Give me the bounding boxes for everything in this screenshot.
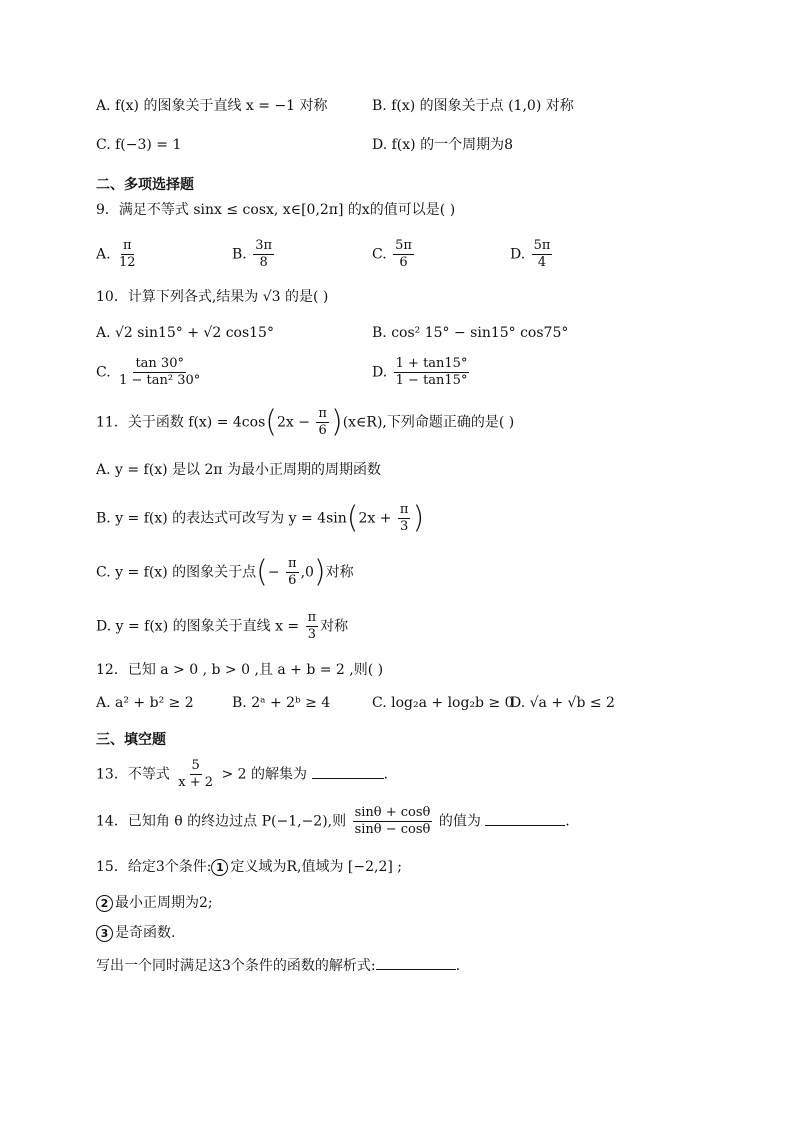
q9-option-b: B. $\frac{3\pi}{8}$ [232, 238, 273, 270]
q11-option-a: A. y = f(x) 是以 2π 为最小正周期的周期函数 [96, 462, 382, 478]
q15-line-2: 2 最小正周期为2; [96, 893, 213, 913]
q13-answer-blank[interactable] [312, 764, 384, 779]
q12-stem: 12．已知 a > 0 , b > 0 ,且 a + b = 2 ,则( ) [96, 662, 384, 678]
q11-option-d: D. y = f(x) 的图象关于直线 x = $\frac{\pi}{3}$ 对称 [96, 610, 349, 642]
q8-option-d: D. f(x) 的一个周期为8 [372, 137, 513, 153]
q12-option-a: A. a² + b² ≥ 2 [96, 695, 194, 711]
q9-stem: 9．满足不等式 sinx ≤ cosx, x∈[0,2π] 的x的值可以是( ) [96, 202, 456, 218]
section-title-multiple-choice: 二、多项选择题 [96, 177, 194, 193]
q11-stem: 11．关于函数 f(x) = 4cos(2x − $\frac{\pi}{6}$ )(x∈R),下列命题正确的是( ) [96, 404, 515, 440]
q8-option-a: A. f(x) 的图象关于直线 x = −1 对称 [96, 98, 328, 114]
q13: 13．不等式 $\frac{5}{x + 2}$ > 2 的解集为 . [96, 758, 388, 790]
q10-option-d: D. $\frac{1 + \tan 15^\circ}{1 - \tan 15^\circ}$ [372, 356, 468, 388]
section-title-fill-in: 三、填空题 [96, 732, 166, 748]
q9-option-a: A. $\frac{\pi}{12}$ [96, 238, 136, 270]
q15-line-1: 15．给定3个条件: 1 定义域为R,值域为 [−2,2] ; [96, 859, 402, 875]
circled-number-2: 2 [96, 895, 113, 912]
q9-option-d: D. $\frac{5\pi}{4}$ [510, 238, 551, 270]
q9-option-c: C. $\frac{5\pi}{6}$ [372, 238, 412, 270]
q12-option-c: C. log₂a + log₂b ≥ 0 [372, 695, 514, 711]
q8-option-b: B. f(x) 的图象关于点 (1,0) 对称 [372, 98, 574, 114]
q12-option-d: D. √a + √b ≤ 2 [510, 695, 615, 711]
q10-option-b: B. cos² 15° − sin15° cos75° [372, 325, 569, 341]
q10-option-a: A. √2 sin15° + √2 cos15° [96, 325, 274, 341]
circled-number-3: 3 [96, 925, 113, 942]
q15-line-3: 3 是奇函数. [96, 923, 175, 943]
q12-option-b: B. 2ᵃ + 2ᵇ ≥ 4 [232, 695, 331, 711]
q14: 14．已知角 θ 的终边过点 P(−1,−2),则 $\frac{\sin\theta + \cos\theta}{\sin\theta - \cos\theta}$ 的值为 . [96, 805, 570, 837]
circled-number-1: 1 [211, 859, 228, 876]
q10-option-c: C. $\frac{\tan 30^\circ}{\text{1 − tan² 30°}}$ [96, 356, 201, 388]
q10-stem: 10．计算下列各式,结果为 √3 的是( ) [96, 289, 329, 305]
q8-option-c: C. f(−3) = 1 [96, 137, 182, 153]
q14-answer-blank[interactable] [485, 811, 565, 826]
q11-option-b: B. y = f(x) 的表达式可改写为 y = 4sin(2x + $\frac{\pi}{3}$ ) [96, 500, 425, 536]
q15-line-4: 写出一个同时满足这3个条件的函数的解析式: . [96, 955, 460, 976]
q11-option-c: C. y = f(x) 的图象关于点(− $\frac{\pi}{6}$ ,0)对称 [96, 554, 354, 590]
q15-answer-blank[interactable] [376, 955, 456, 970]
